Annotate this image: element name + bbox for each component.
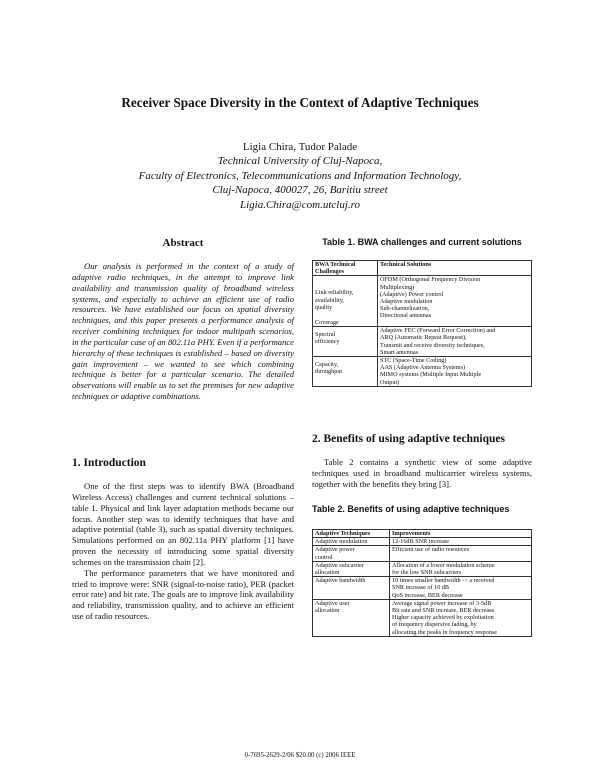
cell-line: of frequency dispersive fading, by bbox=[392, 621, 477, 629]
cell-line: Output) bbox=[380, 378, 400, 386]
cell-line: ARQ (Automatic Repeat Request), bbox=[380, 334, 467, 342]
table-2-cell bbox=[313, 577, 390, 600]
table-2-header: Adaptive Techniques bbox=[313, 530, 390, 538]
table-2-cell bbox=[390, 546, 532, 561]
section-1-paragraph: The performance parameters that we have monitored and tried to improve were: SNR (signal-to-noise ratio), PER (packet error rate) and bit rate. The goals are to improve link availability and reliability, transmission quality, and to achieve an efficient use of radio resources. bbox=[72, 567, 294, 622]
section-2-heading: 2. Benefits of using adaptive techniques bbox=[312, 433, 505, 445]
table-2-cell bbox=[313, 599, 390, 636]
cell-line: Smart antennas bbox=[380, 348, 418, 356]
cell-line: Coverage bbox=[315, 319, 339, 327]
abstract-text: Our analysis is performed in the context of a study of adaptive radio techniques, in the attempt to improve link availability and transmission quality of broadband wireless systems, and especially to achieve an efficient use of radio resources. We have established our focus on spatial diversity techniques, and this paper presents a performance analysis of receiver combining techniques for indoor multipath scenarios, in the particular case of an 802.11a PHY. Even if a performance hierarchy of these techniques is established – based on diversity gain improvement – we wanted to see which combining technique is better for a particular scenario. The detailed observations will enable us to set the premises for new adaptive techniques or adaptive combinations. bbox=[72, 261, 294, 402]
cell-line: Efficient use of radio resources bbox=[392, 546, 470, 554]
table-1-cell bbox=[378, 276, 532, 327]
table-2-cell bbox=[390, 599, 532, 636]
cell-line: Spectral bbox=[315, 331, 336, 339]
affiliation-line: Cluj-Napoca, 400027, 26, Baritiu street bbox=[212, 184, 388, 197]
cell-line: efficiency bbox=[315, 338, 340, 346]
author-names: Ligia Chira, Tudor Palade bbox=[242, 141, 358, 153]
affiliation-line: Faculty of Electronics, Telecommunications and Information Technology, bbox=[138, 169, 462, 182]
author-email: Ligia.Chira@com.utcluj.ro bbox=[239, 198, 361, 211]
cell-line: Adaptive FEC (Forward Error Correction) and bbox=[380, 327, 496, 335]
cell-line: Higher capacity achieved by exploitation bbox=[392, 614, 494, 622]
cell-line: Capacity, bbox=[315, 361, 339, 369]
table-2-header-row bbox=[313, 530, 532, 538]
section-1-paragraph: One of the first steps was to identify BWA (Broadband Wireless Access) challenges and current technical solutions – table 1. Physical and link layer adaptation methods became our focus. Another step was to identify techniques that have and adaptive potential (table 3), such as spatial diversity techniques. Simulations performed on an 802.11a PHY platform [1] have proven the necessity of introducing some spatial diversity schemes on the transmission chain [2]. bbox=[72, 481, 294, 567]
cell-line: throughput bbox=[315, 368, 343, 376]
table-2-caption: Table 2. Benefits of using adaptive techniques bbox=[312, 504, 510, 514]
table-2-cell bbox=[390, 561, 532, 576]
table-2-cell bbox=[390, 577, 532, 600]
table-2-row bbox=[313, 561, 532, 576]
table-1-cell bbox=[378, 327, 532, 357]
cell-line: Adaptive bandwidth bbox=[315, 577, 366, 585]
table-1-header-row bbox=[313, 261, 532, 276]
table-2-row bbox=[313, 599, 532, 636]
cell-line: 10 times smaller bandwidth -> a received bbox=[392, 577, 495, 585]
table-1-cell bbox=[313, 357, 378, 387]
section-1-heading: 1. Introduction bbox=[72, 457, 146, 469]
cell-line: Adaptive modulation bbox=[315, 538, 368, 546]
cell-line: Allocation of a lower modulation scheme bbox=[392, 561, 495, 569]
table-1-cell bbox=[313, 276, 378, 327]
table-1-caption: Table 1. BWA challenges and current solutions bbox=[322, 237, 522, 247]
table-1-cell bbox=[378, 357, 532, 387]
cell-line: quality bbox=[315, 303, 333, 311]
cell-line: Adaptive subcarrier bbox=[315, 561, 364, 569]
cell-line: Transmit and receive diversity techniques, bbox=[380, 341, 485, 349]
cell-line: availability, bbox=[315, 296, 344, 304]
cell-line: allocation bbox=[315, 607, 340, 615]
cell-line: AAS (Adaptive Antenna Systems) bbox=[380, 364, 466, 372]
table-2-cell bbox=[313, 561, 390, 576]
cell-line: MIMO systems (Multiple Input Multiple bbox=[380, 371, 482, 379]
table-2-cell bbox=[390, 538, 532, 546]
cell-line: QoS increase, BER decrease bbox=[392, 591, 463, 599]
table-2 bbox=[312, 529, 532, 637]
cell-line: allocation bbox=[315, 569, 340, 577]
table-2-row bbox=[313, 546, 532, 561]
cell-line: for the low SNR subcarriers bbox=[392, 569, 462, 577]
affiliation-line: Technical University of Cluj-Napoca, bbox=[217, 155, 383, 168]
table-1-row bbox=[313, 357, 532, 387]
table-2-row bbox=[313, 577, 532, 600]
cell-line: Adaptive modulation bbox=[380, 298, 433, 306]
table-2-header: Improvements bbox=[390, 530, 532, 538]
cell-line: (Adaptive) Power control bbox=[380, 290, 444, 298]
cell-line: Average signal power increase of 3-5dB bbox=[392, 599, 492, 607]
cell-line: allocating the peaks in frequency response bbox=[392, 628, 497, 636]
section-2-body: Table 2 contains a synthetic view of some adaptive techniques used in broadband multicarrier wireless systems, together with the benefits they bring [3]. bbox=[312, 457, 532, 489]
cell-line: Multiplexing) bbox=[380, 283, 415, 291]
table-2-cell bbox=[313, 538, 390, 546]
table-1 bbox=[312, 260, 532, 387]
table-1-row bbox=[313, 327, 532, 357]
paper-title: Receiver Space Diversity in the Context of Adaptive Techniques bbox=[121, 95, 479, 110]
author-block bbox=[0, 140, 600, 212]
table-2-row bbox=[313, 538, 532, 546]
page-footer: 0-7695-2629-2/06 $20.00 (c) 2006 IEEE bbox=[244, 752, 356, 759]
cell-line: Adaptive power bbox=[315, 546, 355, 554]
table-1-header: Technical Solutions bbox=[378, 261, 532, 276]
section-1-body bbox=[72, 481, 294, 622]
cell-line: Sub-channelization, bbox=[380, 305, 430, 313]
cell-line: STC (Space-Time Coding) bbox=[380, 357, 447, 365]
table-1-cell bbox=[313, 327, 378, 357]
cell-line: Bit rate and SNR increase, BER decrease bbox=[392, 607, 495, 615]
abstract-heading: Abstract bbox=[162, 237, 204, 249]
table-1-row bbox=[313, 276, 532, 327]
cell-spacer bbox=[315, 311, 375, 319]
cell-line: 12-16dB SNR increase bbox=[392, 538, 450, 546]
cell-line: Adaptive user bbox=[315, 599, 350, 607]
cell-line: Link reliability, bbox=[315, 289, 354, 297]
cell-line: Directional antennas bbox=[380, 312, 432, 320]
table-2-cell bbox=[313, 546, 390, 561]
cell-line: OFDM (Orthogonal Frequency Division bbox=[380, 276, 481, 284]
cell-line: SNR increase of 10 dB bbox=[392, 584, 450, 592]
cell-line: control bbox=[315, 553, 333, 561]
table-1-header: BWA Technical Challenges bbox=[313, 261, 378, 276]
